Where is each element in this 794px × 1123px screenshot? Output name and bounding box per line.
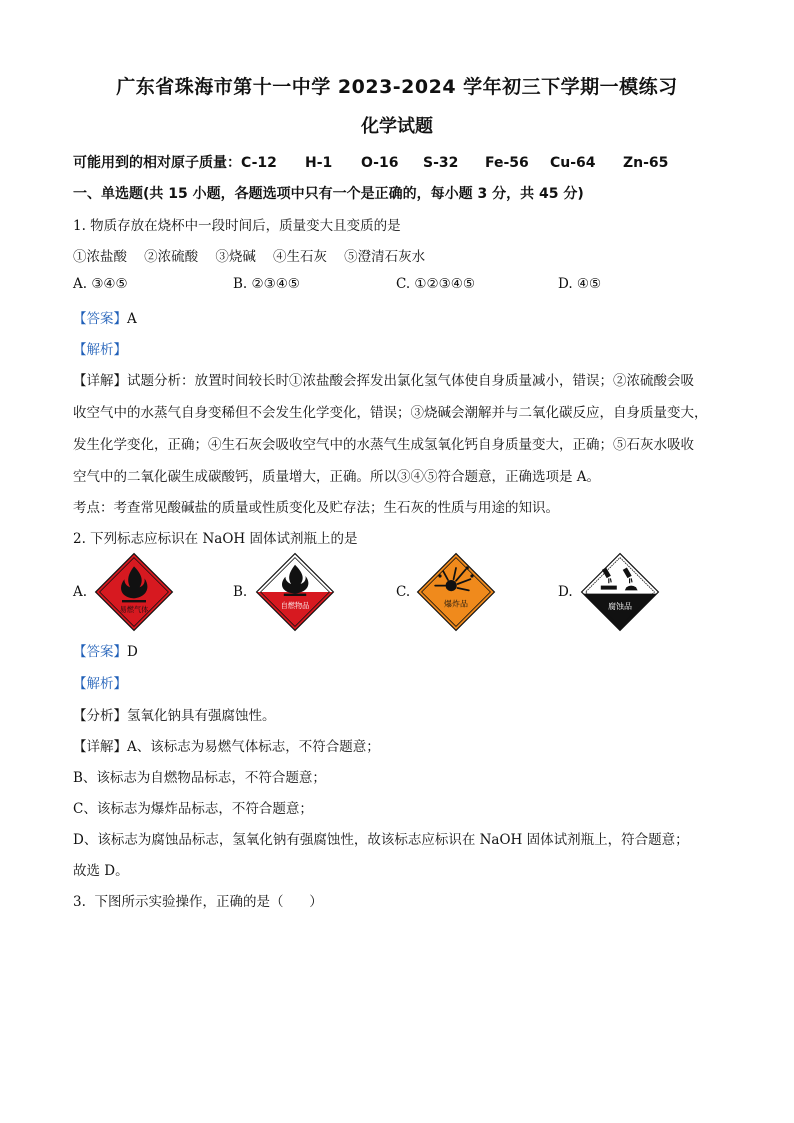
q1-option-b: B. ②③④⑤ [233, 276, 300, 292]
q2-analysis-tag: 【解析】 [73, 676, 127, 692]
sign-label: 自燃物品 [280, 601, 310, 610]
q1-answer [73, 307, 137, 327]
q1-option-d: D. ④⑤ [558, 276, 602, 292]
q1-kaodian: 考点：考查常见酸碱盐的质量或性质变化及贮存法；生石灰的性质与用途的知识。 [73, 500, 559, 516]
q1-detail-line: 发生化学变化，正确；④生石灰会吸收空气中的水蒸气生成氢氧化钙自身质量变大，正确；⑤石灰水吸收 [73, 437, 694, 453]
q2-answer [73, 640, 138, 660]
q1-stem: 1. 物质存放在烧杯中一段时间后，质量变大且变质的是 [73, 218, 401, 234]
answer-tag: 【答案】 [73, 311, 127, 327]
q1-detail-line: 空气中的二氧化碳生成碳酸钙，质量增大，正确。所以③④⑤符合题意，正确选项是 A。 [73, 469, 601, 485]
answer-value: A [127, 311, 137, 327]
q2-option-b-letter: B. [233, 584, 248, 600]
mass-item: H-1 [305, 155, 333, 171]
q3-stem: 3. 下图所示实验操作，正确的是（ ） [73, 894, 323, 910]
q2-fenxi: 【分析】氢氧化钠具有强腐蚀性。 [73, 708, 276, 724]
spontaneous-combustion-sign [255, 552, 335, 632]
atomic-masses-label: 可能用到的相对原子质量： [73, 155, 241, 171]
answer-value: D [127, 644, 138, 660]
mass-item: Fe-56 [485, 155, 529, 171]
q2-option-c-letter: C. [396, 584, 411, 600]
sign-label: 腐蚀品 [608, 601, 632, 611]
q2-detail-line: 故选 D。 [73, 863, 129, 879]
q2-detail-line: B、该标志为自燃物品标志，不符合题意； [73, 770, 326, 786]
q2-stem: 2. 下列标志应标识在 NaOH 固体试剂瓶上的是 [73, 531, 358, 547]
flammable-gas-sign [94, 552, 174, 632]
q1-items: ①浓盐酸 ②浓硫酸 ③烧碱 ④生石灰 ⑤澄清石灰水 [73, 249, 426, 265]
corrosive-sign [580, 552, 660, 632]
q2-detail-line: C、该标志为爆炸品标志，不符合题意； [73, 801, 313, 817]
answer-tag: 【答案】 [73, 644, 127, 660]
sign-label: 爆炸品 [444, 599, 468, 609]
page-title: 广东省珠海市第十一中学 2023-2024 学年初三下学期一模练习 [116, 76, 678, 98]
q1-analysis-tag: 【解析】 [73, 342, 127, 358]
q1-option-a: A. ③④⑤ [73, 276, 128, 292]
q1-option-c: C. ①②③④⑤ [396, 276, 475, 292]
explosive-sign [416, 552, 496, 632]
mass-item: Zn-65 [623, 155, 669, 171]
q2-option-a-letter: A. [73, 584, 88, 600]
mass-item: C-12 [241, 155, 277, 171]
q2-detail-line: 【详解】A、该标志为易燃气体标志，不符合题意； [73, 739, 380, 755]
atomic-masses [73, 152, 668, 172]
mass-item: Cu-64 [550, 155, 596, 171]
section-heading: 一、单选题(共 15 小题，各题选项中只有一个是正确的，每小题 3 分，共 45 分) [73, 186, 584, 202]
q2-option-d-letter: D. [558, 584, 573, 600]
q1-detail-line: 【详解】试题分析：放置时间较长时①浓盐酸会挥发出氯化氢气体使自身质量减小，错误；②浓硫酸会吸 [73, 373, 694, 389]
mass-item: O-16 [361, 155, 399, 171]
q2-detail-line: D、该标志为腐蚀品标志，氢氧化钠有强腐蚀性，故该标志应标识在 NaOH 固体试剂瓶上，符合题意； [73, 832, 689, 848]
mass-item: S-32 [423, 155, 459, 171]
page-subtitle: 化学试题 [361, 116, 433, 137]
sign-label: 易燃气体 [119, 605, 149, 614]
q1-detail-line: 收空气中的水蒸气自身变稀但不会发生化学变化，错误；③烧碱会潮解并与二氧化碳反应，自身质量变大， [73, 405, 708, 421]
